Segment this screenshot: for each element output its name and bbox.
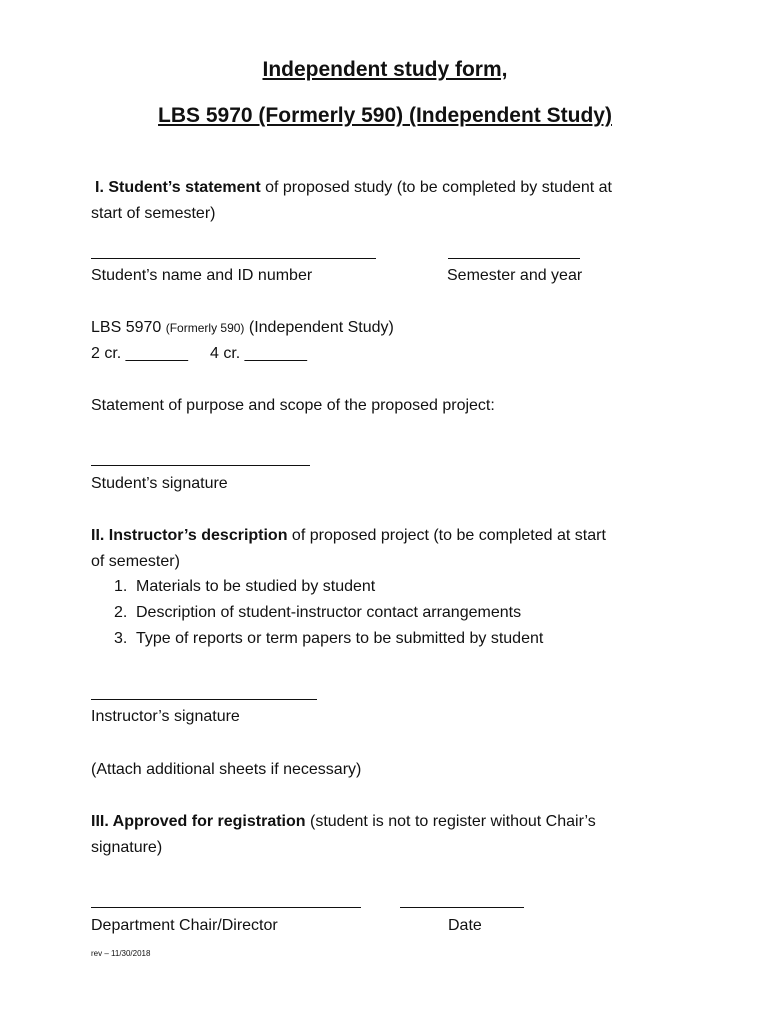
- student-signature-line[interactable]: [91, 465, 310, 466]
- section1-heading-line2: start of semester): [91, 205, 216, 222]
- section1-heading-bold: I. Student’s statement: [95, 179, 261, 196]
- list-item-number: 3.: [114, 630, 128, 647]
- section1-heading-rest: of proposed study (to be completed by student at: [260, 179, 612, 196]
- list-item: [114, 574, 375, 600]
- student-signature-label: Student’s signature: [91, 475, 228, 492]
- chair-label: Department Chair/Director: [91, 917, 278, 934]
- form-title: Independent study form,: [262, 58, 508, 81]
- section2-heading: [91, 523, 606, 549]
- instructor-signature-label: Instructor’s signature: [91, 708, 240, 725]
- course-formerly: (Formerly 590): [165, 321, 245, 335]
- course-title: LBS 5970 (Formerly 590) (Independent Study): [158, 104, 612, 127]
- attach-note: (Attach additional sheets if necessary): [91, 761, 362, 778]
- list-item-number: 2.: [114, 604, 128, 621]
- revision-footer: rev – 11/30/2018: [91, 949, 151, 958]
- student-name-line[interactable]: [91, 258, 376, 259]
- section2-heading-bold: II. Instructor’s description: [91, 527, 288, 544]
- course-line: [91, 315, 394, 341]
- date-line[interactable]: [400, 907, 524, 908]
- section2-heading-rest: of proposed project (to be completed at start: [287, 527, 606, 544]
- section3-heading-line2: signature): [91, 839, 163, 856]
- list-item-number: 1.: [114, 578, 128, 595]
- list-item-text: Type of reports or term papers to be submitted by student: [136, 630, 544, 647]
- instructor-signature-line[interactable]: [91, 699, 317, 700]
- semester-line[interactable]: [448, 258, 580, 259]
- section3-heading: [91, 809, 596, 835]
- date-label: Date: [448, 917, 482, 934]
- list-item-text: Materials to be studied by student: [136, 578, 376, 595]
- semester-label: Semester and year: [447, 267, 583, 284]
- credit-4-field[interactable]: 4 cr. _______: [210, 345, 307, 362]
- purpose-label: Statement of purpose and scope of the proposed project:: [91, 397, 495, 414]
- credit-2-field[interactable]: 2 cr. _______: [91, 345, 188, 362]
- course-main: LBS 5970: [91, 319, 166, 336]
- section3-heading-rest: (student is not to register without Chair’s: [305, 813, 596, 830]
- section1-heading: [95, 175, 612, 201]
- section2-heading-line2: of semester): [91, 553, 180, 570]
- list-item: [114, 626, 543, 652]
- section3-heading-bold: III. Approved for registration: [91, 813, 306, 830]
- course-end: (Independent Study): [244, 319, 394, 336]
- chair-signature-line[interactable]: [91, 907, 361, 908]
- student-name-label: Student’s name and ID number: [91, 267, 313, 284]
- list-item: [114, 600, 521, 626]
- list-item-text: Description of student-instructor contact arrangements: [136, 604, 522, 621]
